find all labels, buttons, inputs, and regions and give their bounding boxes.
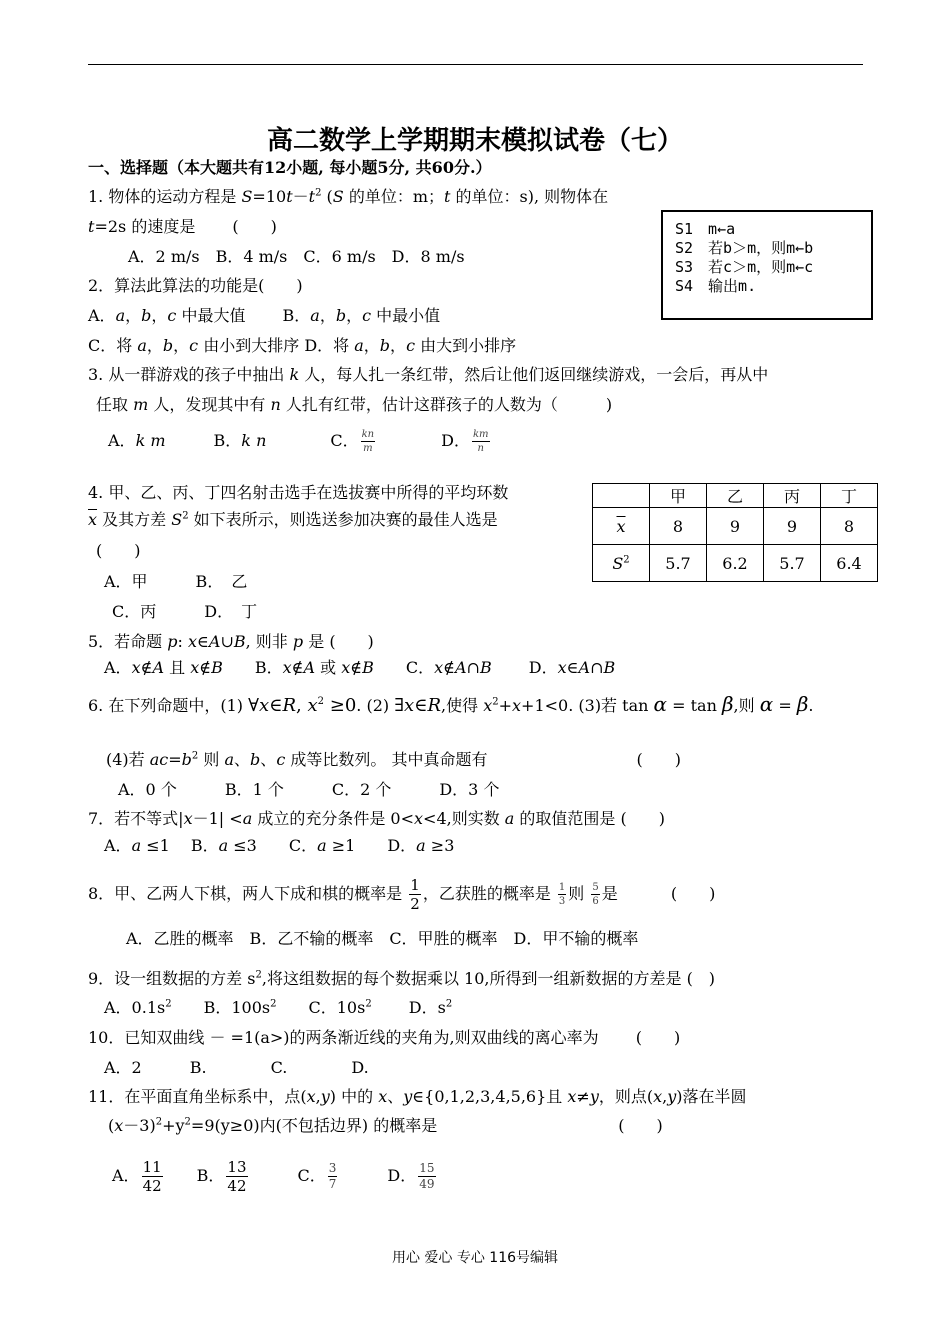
q3-frac-d: $\frac{km}{n}$ (472, 429, 489, 454)
q2-stem: 2．算法此算法的功能是( ) (88, 276, 303, 295)
table-cell: 8 (650, 508, 707, 545)
q10-options: A．2 B. C. D. (104, 1058, 369, 1077)
algo-step-4: S4 输出m. (675, 277, 757, 295)
q5-options: A．x∉A 且 x∉B B．x∉A 或 x∉B C．x∉A∩B D．x∈A∩B (104, 658, 616, 677)
q9-options: A．$0.1s^2$ B．$100s^2$ C．$10s^2$ D．$s^2$ (104, 998, 453, 1017)
q11-line1: 11．在平面直角坐标系中，点(x,y) 中的 x、y∈{0,1,2,3,4,5,6}且 x≠y，则点(x,y)落在半圆 (88, 1087, 747, 1106)
q8-frac-third: $\frac{1}{3}$ (558, 882, 566, 907)
table-header: 丙 (764, 484, 821, 508)
q1-line1: 1. 物体的运动方程是 $S=10t-t^2$ (S 的单位：m；t 的单位：s), 则物体在 (88, 187, 609, 206)
q3-options: A．k m B．k n C． $\frac{kn}{m}$ D． $\frac{km}{n}$ (108, 429, 489, 454)
table-header: 乙 (707, 484, 764, 508)
page-title: 高二数学上学期期末模拟试卷（七） (266, 126, 683, 156)
q7-stem: 7．若不等式|x－1| <a 成立的充分条件是 0<x<4,则实数 a 的取值范围是 ( ) (88, 809, 666, 828)
q11-frac-b: $\frac{13}{42}$ (227, 1158, 247, 1195)
algo-step-2: S2 若b＞m，则m←b (675, 239, 814, 257)
q4-options-cd: C．丙 D． 丁 (112, 602, 258, 621)
table-cell: 9 (707, 508, 764, 545)
q11-frac-c: $\frac{3}{7}$ (328, 1161, 337, 1191)
table-header: 甲 (650, 484, 707, 508)
q4-line2: $\overline{x}$ 及其方差 $S^2$ 如下表所示，则选送参加决赛的最佳人选是 (88, 510, 498, 529)
q3-frac-c: $\frac{kn}{m}$ (361, 429, 375, 454)
q10-stem: 10．已知双曲线 － =1(a>)的两条渐近线的夹角为,则双曲线的离心率为 ( ) (88, 1028, 681, 1047)
q11-line2: $(x-3)^2+y^2=9(y\ge 0)$内(不包括边界) 的概率是 ( ) (108, 1116, 663, 1135)
q3-line2: 任取 m 人，发现其中有 n 人扎有红带，估计这群孩子的人数为（ ) (96, 395, 613, 414)
table-corner (593, 484, 650, 508)
q5-stem: 5．若命题 p: x∈A∪B, 则非 p 是 ( ) (88, 632, 374, 651)
q4-line1: 4. 甲、乙、丙、丁四名射击选手在选拔赛中所得的平均环数 (88, 483, 509, 502)
q1-line2: t=2s 的速度是 ( ) (88, 217, 277, 236)
q8-options: A．乙胜的概率 B．乙不输的概率 C．甲胜的概率 D．甲不输的概率 (126, 929, 639, 948)
q1-options: A．2 m/s B．4 m/s C．6 m/s D．8 m/s (128, 247, 465, 266)
q11-frac-d: $\frac{15}{49}$ (419, 1161, 435, 1191)
q8-frac-half: $\frac{1}{2}$ (410, 876, 420, 913)
table-cell: 6.2 (707, 545, 764, 582)
q3-line1: 3. 从一群游戏的孩子中抽出 k 人，每人扎一条红带，然后让他们返回继续游戏，一会后，再从中 (88, 365, 769, 384)
algo-step-3: S3 若c＞m，则m←c (675, 258, 814, 276)
table-cell: 6.4 (821, 545, 878, 582)
table-header: 丁 (821, 484, 878, 508)
q6-options: A．0 个 B．1 个 C．2 个 D．3 个 (118, 780, 500, 799)
q11-frac-a: $\frac{11}{42}$ (142, 1158, 162, 1195)
section-heading: 一、选择题（本大题共有12小题, 每小题5分, 共60分.） (88, 158, 492, 177)
q8-stem: 8．甲、乙两人下棋，两人下成和棋的概率是 $\frac{1}{2}$ ，乙获胜的概率是 $\frac{1}{3}$ 则 $\frac{5}{6}$ 是 ( ) (88, 876, 716, 913)
q2-options-cd: C．将 a，b，c 由小到大排序 D．将 a，b，c 由大到小排序 (88, 336, 517, 355)
row-label-variance: $S^2$ (593, 545, 650, 582)
page-footer: 用心 爱心 专心 116号编辑 (391, 1250, 559, 1266)
q4-options-ab: A．甲 B． 乙 (104, 572, 248, 591)
table-cell: 5.7 (650, 545, 707, 582)
table-cell: 9 (764, 508, 821, 545)
table-cell: 8 (821, 508, 878, 545)
algorithm-box (661, 210, 873, 320)
table-cell: 5.7 (764, 545, 821, 582)
q11-options: A． $\frac{11}{42}$ B． $\frac{13}{42}$ C． $\frac{3}{7}$ D． $\frac{15}{49}$ (112, 1158, 435, 1195)
q6-line2: (4)若 $ac=b^2$ 则 a、b、c 成等比数列。 其中真命题有 ( ) (106, 750, 682, 769)
top-rule (88, 64, 863, 65)
row-label-mean: $\overline{x}$ (593, 508, 650, 545)
score-table (592, 483, 878, 582)
q7-options: A．a ≤1 B．a ≤3 C．a ≥1 D．a ≥3 (104, 836, 455, 855)
q9-stem: 9．设一组数据的方差 $s^2$,将这组数据的每个数据乘以 10,所得到一组新数据的方差是 ( ) (88, 969, 716, 988)
algo-step-1: S1 m←a (675, 220, 736, 238)
q6-line1: 6. 在下列命题中，(1) ∀x∈R, $x^2 \ge 0$. (2) ∃x∈R,使得 $x^2+x+1<0$. (3)若 tan α = tan β,则 α = β. (88, 692, 814, 716)
q4-blank: ( ) (96, 541, 141, 560)
q2-options-ab: A．a，b，c 中最大值 B．a，b，c 中最小值 (88, 306, 441, 325)
q8-frac-five-sixths: $\frac{5}{6}$ (592, 882, 599, 907)
